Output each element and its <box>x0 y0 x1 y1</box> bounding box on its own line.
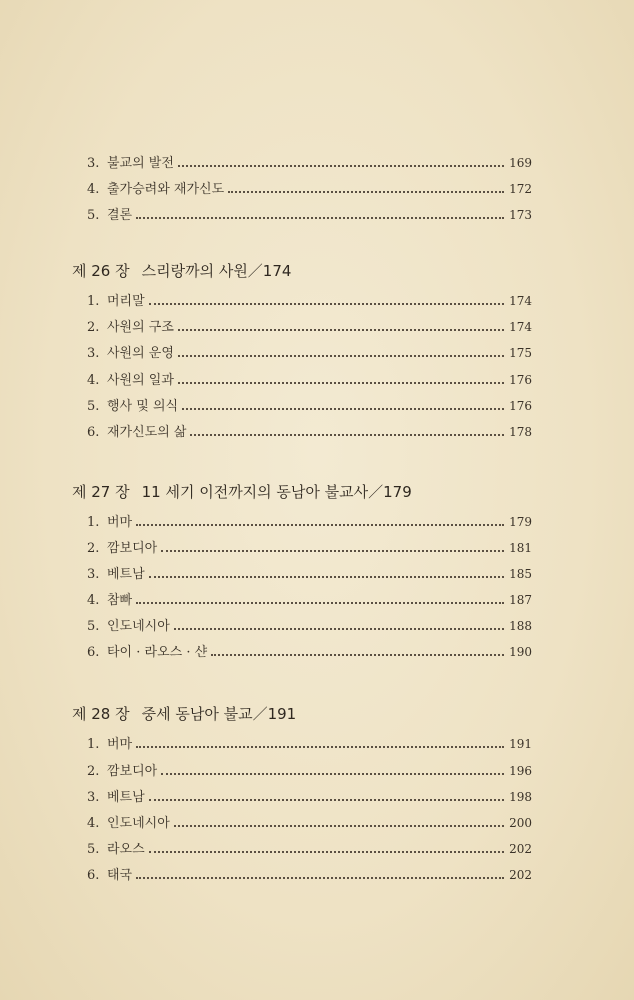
dot-leader <box>136 745 504 748</box>
entry-number: 5. <box>87 398 100 414</box>
dot-leader <box>178 354 504 357</box>
entry-title: 인도네시아 <box>107 815 170 831</box>
dot-leader <box>161 549 504 552</box>
toc-entry <box>72 587 532 613</box>
entry-title: 베트남 <box>107 789 145 805</box>
toc-entry <box>72 393 532 419</box>
dot-leader <box>136 216 504 219</box>
entry-page: 175 <box>509 346 532 361</box>
entry-number: 1. <box>87 294 100 310</box>
toc-entry <box>72 367 532 393</box>
entry-number: 4. <box>87 593 100 609</box>
toc-entry <box>72 810 532 836</box>
entry-title: 행사 및 의식 <box>107 398 179 414</box>
entry-title: 버마 <box>107 737 133 753</box>
dot-leader <box>136 523 504 526</box>
toc-entry <box>72 150 532 176</box>
entry-page: 178 <box>509 424 532 439</box>
entry-number: 5. <box>87 208 100 224</box>
entry-page: 174 <box>509 320 532 335</box>
entry-page: 188 <box>509 619 532 634</box>
entry-page: 198 <box>509 789 532 804</box>
entry-title: 라오스 <box>107 841 145 857</box>
entry-number: 1. <box>87 737 100 753</box>
entry-title: 인도네시아 <box>107 619 170 635</box>
dot-leader <box>178 164 504 167</box>
dot-leader <box>149 302 504 305</box>
toc-entry <box>72 613 532 639</box>
dot-leader <box>136 601 504 604</box>
entry-page: 187 <box>509 593 532 608</box>
entry-page: 191 <box>509 737 532 752</box>
entry-number: 5. <box>87 841 100 857</box>
dot-leader <box>149 575 504 578</box>
toc-entry <box>72 862 532 888</box>
dot-leader <box>190 433 504 436</box>
toc-entry <box>72 202 532 228</box>
entry-number: 4. <box>87 372 100 388</box>
entry-number: 6. <box>87 645 100 661</box>
dot-leader <box>174 824 504 827</box>
entry-title: 출가승려와 재가신도 <box>107 182 225 198</box>
entry-page: 176 <box>509 398 532 413</box>
entry-title: 베트남 <box>107 567 145 583</box>
dot-leader <box>228 190 504 193</box>
entry-title: 타이 · 라오스 · 샨 <box>107 645 208 661</box>
toc-entry <box>72 836 532 862</box>
toc-entry <box>72 314 532 340</box>
entry-number: 3. <box>87 567 100 583</box>
toc-entry <box>72 639 532 665</box>
dot-leader <box>178 381 504 384</box>
entry-page: 202 <box>509 841 532 856</box>
entry-title: 사원의 구조 <box>107 320 174 336</box>
entry-page: 185 <box>509 567 532 582</box>
entry-title: 깜보디아 <box>107 763 158 779</box>
toc-entry <box>72 176 532 202</box>
entry-number: 2. <box>87 540 100 556</box>
chapter-title: 중세 동남아 불교／191 <box>141 705 297 724</box>
entry-page: 179 <box>509 514 532 529</box>
dot-leader <box>149 850 504 853</box>
entry-title: 참빠 <box>107 593 133 609</box>
entry-title: 불교의 발전 <box>107 156 174 171</box>
dot-leader <box>211 653 504 656</box>
toc-entry <box>72 561 532 587</box>
entry-number: 2. <box>87 763 100 779</box>
entry-title: 태국 <box>107 867 133 883</box>
dot-leader <box>161 772 504 775</box>
entry-number: 3. <box>87 346 100 362</box>
entry-page: 181 <box>509 540 532 555</box>
entry-title: 깜보디아 <box>107 540 158 556</box>
entry-number: 2. <box>87 320 100 336</box>
entry-title: 결론 <box>107 208 133 224</box>
entry-page: 200 <box>509 815 532 830</box>
toc-entry <box>72 535 532 561</box>
entry-number: 4. <box>87 815 100 831</box>
entry-title: 버마 <box>107 514 133 530</box>
toc-entry <box>72 784 532 810</box>
entry-number: 1. <box>87 514 100 530</box>
entry-number: 3. <box>87 789 100 805</box>
entry-title: 재가신도의 삶 <box>107 424 187 440</box>
entry-number: 5. <box>87 619 100 635</box>
chapter-title: 스리랑까의 사원／174 <box>141 262 292 281</box>
toc-entry <box>72 731 532 757</box>
entry-number: 6. <box>87 867 100 883</box>
dot-leader <box>174 627 504 630</box>
entry-page: 202 <box>509 867 532 882</box>
entry-number: 3. <box>87 156 100 171</box>
chapter-number: 제 26 장 <box>72 262 130 281</box>
dot-leader <box>136 876 504 879</box>
toc-entry <box>72 509 532 535</box>
chapter-title: 11 세기 이전까지의 동남아 불교사／179 <box>141 482 412 501</box>
toc-entry <box>72 340 532 366</box>
chapter-number: 제 28 장 <box>72 705 130 724</box>
dot-leader <box>178 328 504 331</box>
entry-page: 172 <box>509 182 532 197</box>
chapter-heading <box>72 479 532 505</box>
chapter-heading <box>72 258 532 284</box>
toc-entry <box>72 758 532 784</box>
entry-title: 사원의 운영 <box>107 346 174 362</box>
dot-leader <box>182 407 504 410</box>
entry-title: 사원의 일과 <box>107 372 174 388</box>
toc-entry <box>72 288 532 314</box>
chapter-number: 제 27 장 <box>72 482 130 501</box>
dot-leader <box>149 798 504 801</box>
toc-entry <box>72 419 532 445</box>
entry-page: 176 <box>509 372 532 387</box>
entry-page: 190 <box>509 645 532 660</box>
entry-page: 174 <box>509 294 532 309</box>
entry-number: 6. <box>87 424 100 440</box>
chapter-heading <box>72 701 532 727</box>
entry-page: 173 <box>509 208 532 223</box>
entry-title: 머리말 <box>107 294 145 310</box>
entry-number: 4. <box>87 182 100 198</box>
table-of-contents <box>72 150 532 888</box>
entry-page: 196 <box>509 763 532 778</box>
entry-page: 169 <box>509 156 532 170</box>
